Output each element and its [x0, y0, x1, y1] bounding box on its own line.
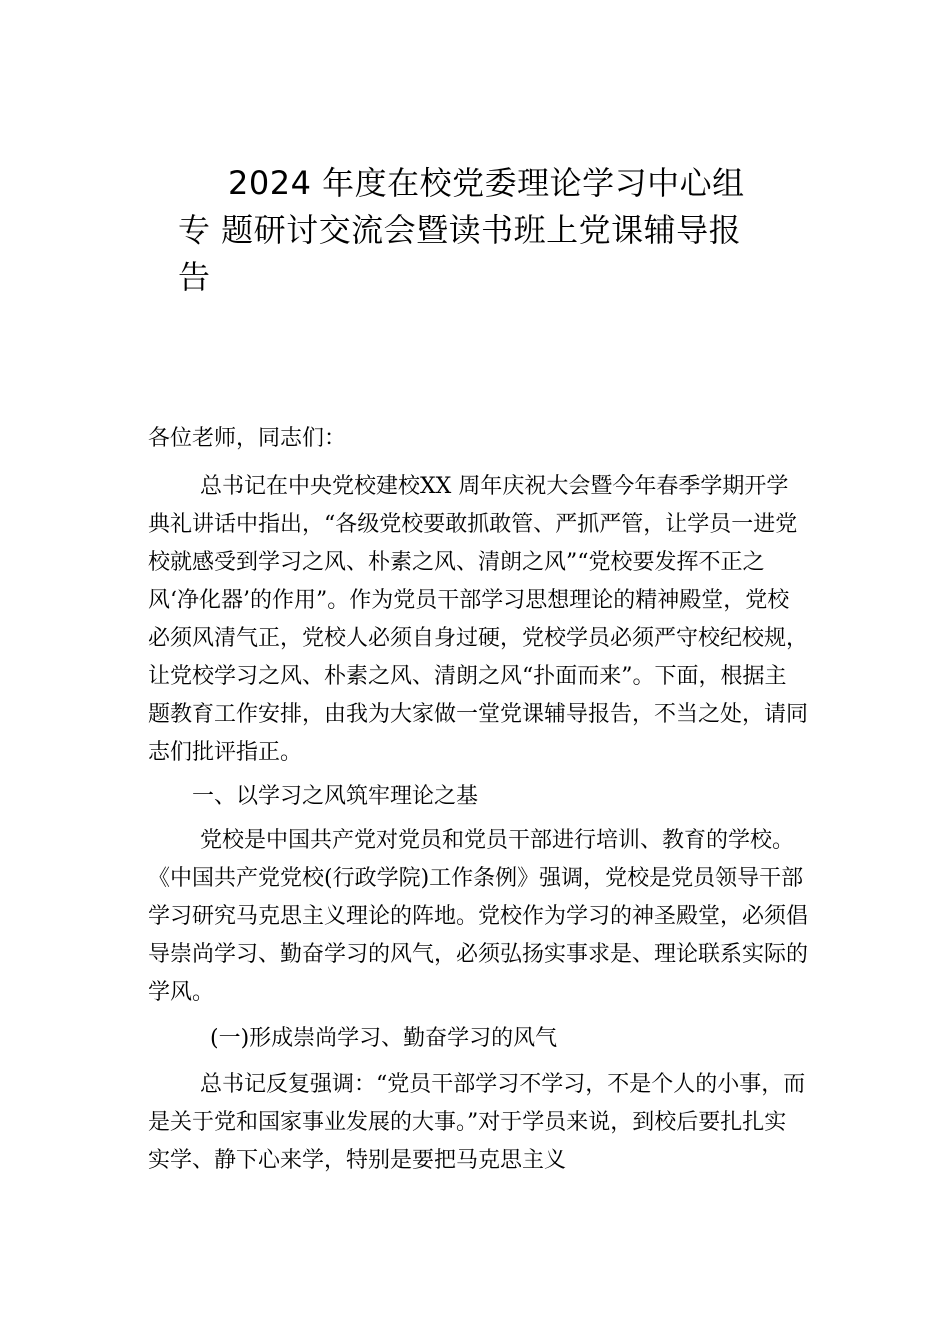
section-heading-1: 一、以学习之风筑牢理论之基 [192, 784, 479, 809]
intro-paragraph: 总书记在中央党校建校XX 周年庆祝大会暨今年春季学期开学典礼讲话中指出，“各级党校要敢抓敢管、严抓严管，让学员一进党校就感受到学习之风、朴素之风、清朗之风”“党校要发挥不正之风‘净化器’的作用”。作为党员干部学习思想理论的精神殿堂，党校必须风清气正，党校人必须自身过硬，党校学员必须严守校纪校规，让党校学习之风、朴素之风、清朗之风“扑面而来”。下面，根据主题教育工作安排，由我为大家做一堂党课辅导报告，不当之处，请同志们批评指正。 [148, 474, 809, 765]
title-line-1: 2024 年度在校党委理论学习中心组 [228, 164, 745, 202]
title-line-3: 告 [178, 258, 211, 296]
section-1-paragraph: 党校是中国共产党对党员和党员干部进行培训、教育的学校。《中国共产党党校(行政学院)工作条例》强调，党校是党员领导干部学习研究马克思主义理论的阵地。党校作为学习的神圣殿堂，必须倡导崇尚学习、勤奋学习的风气，必须弘扬实事求是、理论联系实际的学风。 [148, 828, 809, 1005]
document-body [148, 420, 808, 1180]
salutation: 各位老师，同志们： [148, 426, 347, 451]
subsection-1-paragraph: 总书记反复强调：“党员干部学习不学习，不是个人的小事，而是关于党和国家事业发展的大事。”对于学员来说，到校后要扎扎实实学、静下心来学，特别是要把马克思主义 [148, 1072, 806, 1173]
document-title [178, 160, 808, 301]
title-line-2: 专 题研讨交流会暨读书班上党课辅导报 [178, 211, 742, 249]
subsection-heading-1: (一)形成崇尚学习、勤奋学习的风气 [210, 1026, 558, 1051]
